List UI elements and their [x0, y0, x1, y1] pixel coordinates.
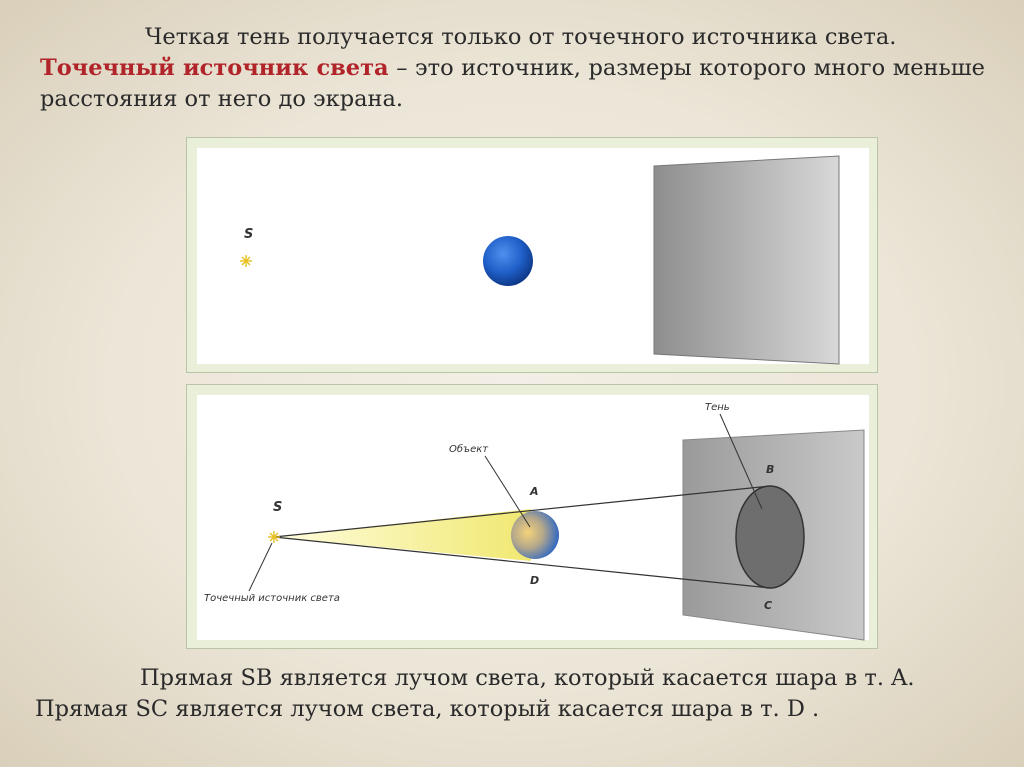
blue-ball	[483, 236, 533, 286]
object-ball	[511, 511, 559, 559]
diagram1-svg	[187, 138, 879, 374]
point-a-label: A	[530, 485, 539, 498]
diagram2-svg	[187, 385, 879, 650]
diagram-shadow-formation	[186, 384, 878, 649]
source-label: S	[244, 227, 254, 242]
definition-text: – это источник, размеры которого много меньше расстояния от него до экрана.	[40, 55, 985, 112]
shadow-label: Тень	[705, 402, 730, 413]
screen	[654, 156, 839, 364]
point-c-label: C	[764, 599, 773, 612]
intro-line-1: Четкая тень получается только от точечного источника света.	[145, 24, 897, 50]
object-label: Объект	[449, 444, 489, 455]
explanation-line-1: Прямая SB является лучом света, который касается шара в т. A.	[140, 665, 915, 691]
intro-text	[40, 22, 985, 115]
diagram-point-source-setup	[186, 137, 878, 373]
point-d-label: D	[530, 574, 540, 587]
explanation-line-2: Прямая SC является лучом света, который касается шара в т. D .	[35, 696, 820, 722]
explanation-text	[35, 663, 990, 725]
definition-paragraph	[40, 53, 985, 115]
point-b-label: B	[766, 463, 775, 476]
shadow-ellipse	[736, 486, 804, 588]
source-label: S	[273, 500, 283, 515]
term-point-source: Точечный источник света	[40, 55, 389, 81]
source-caption: Точечный источник света	[204, 593, 340, 604]
